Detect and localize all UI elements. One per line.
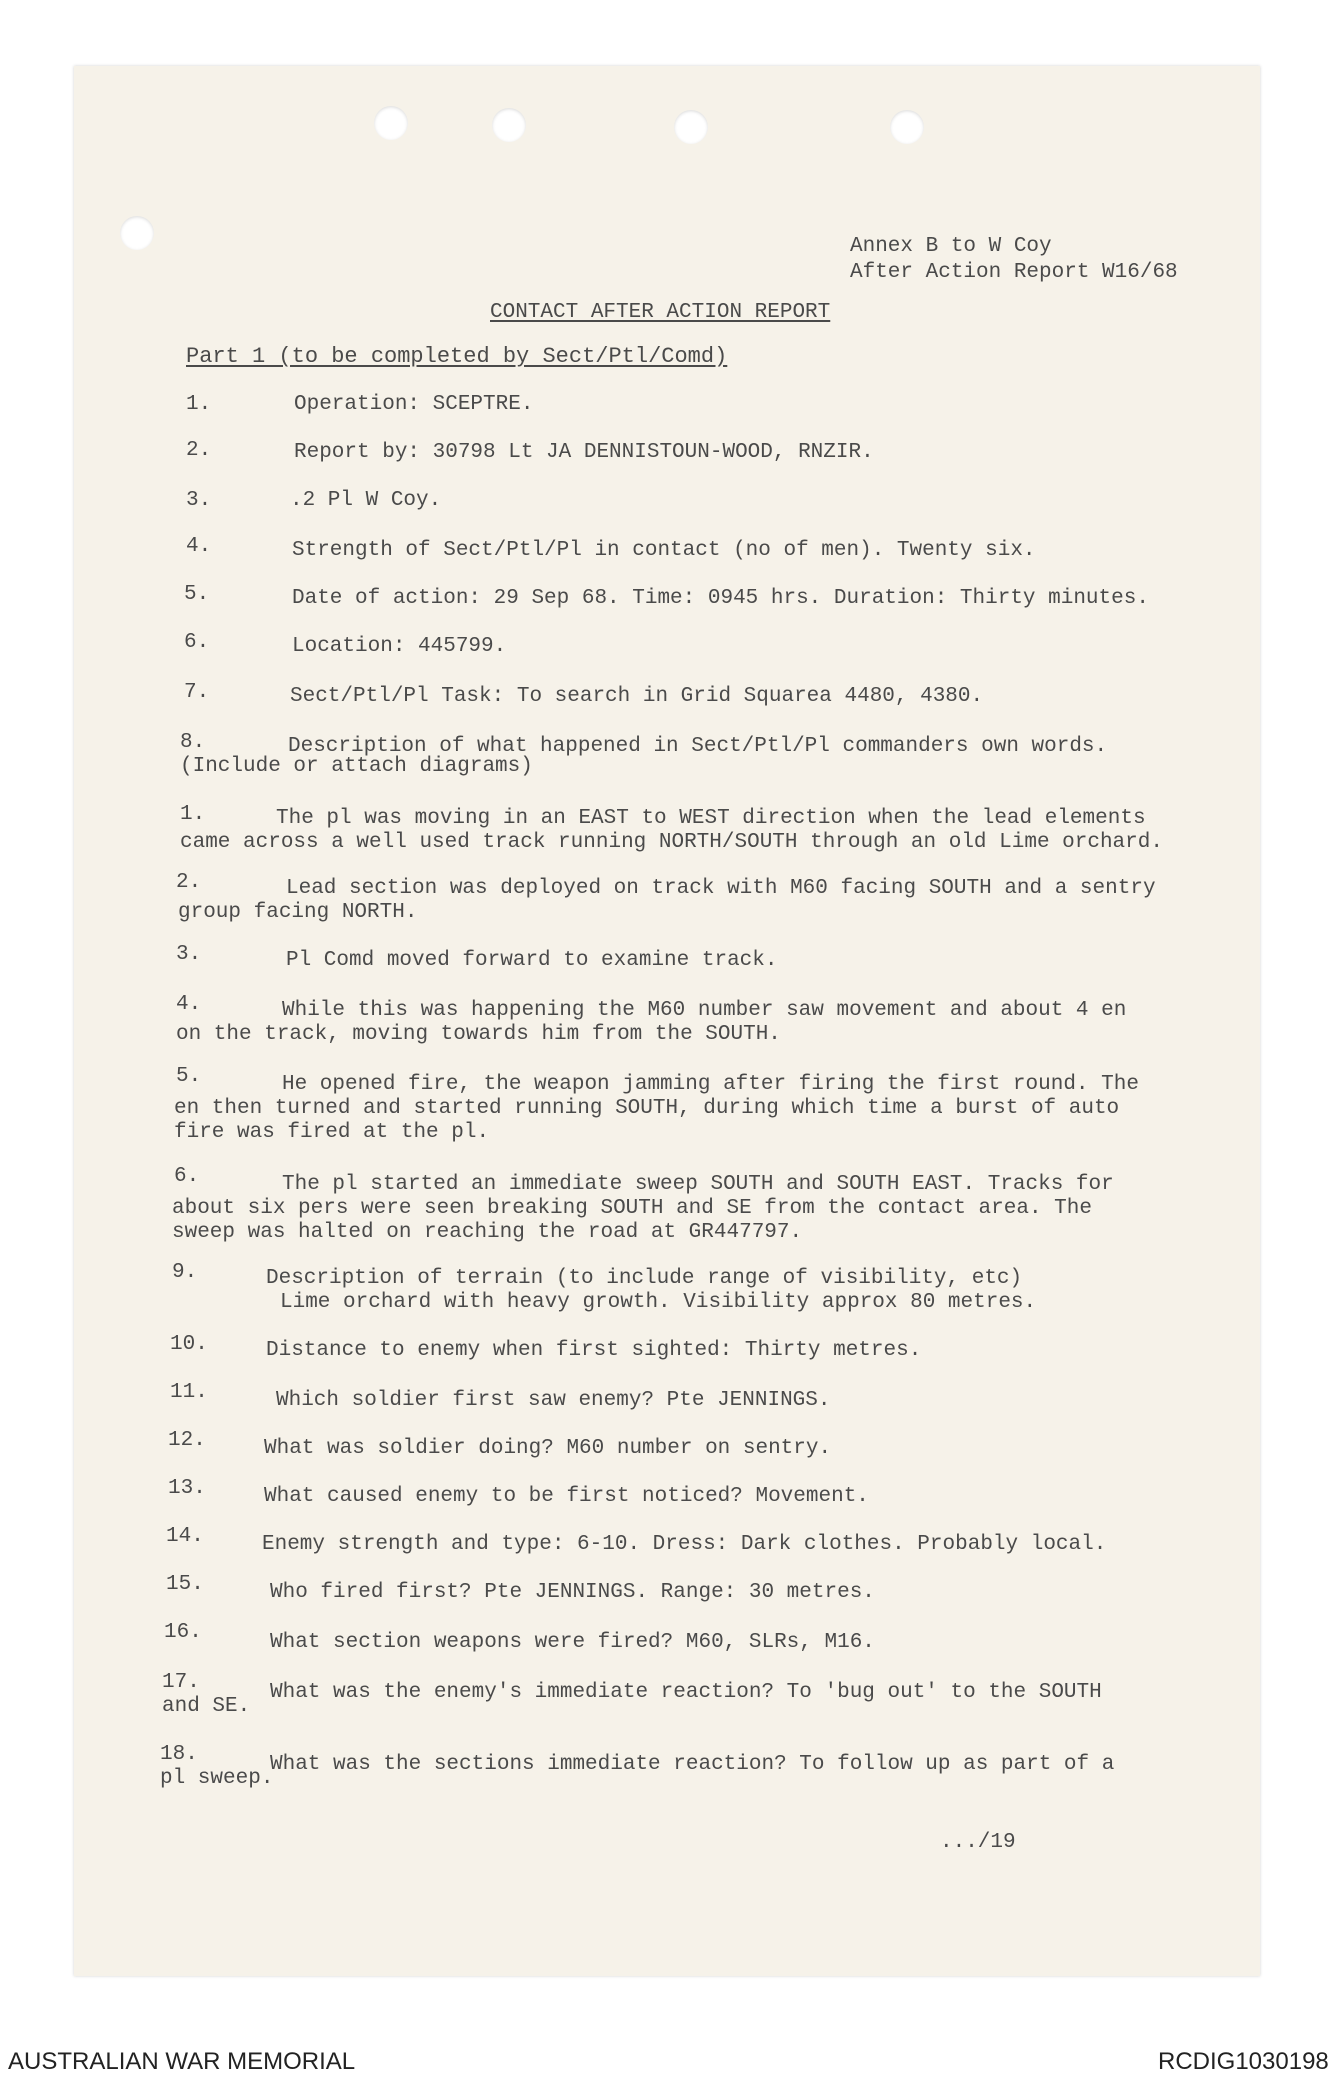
narrative-number: 4. <box>176 993 202 1016</box>
item-number: 18. <box>160 1743 198 1766</box>
item-text: What was the enemy's immediate reaction? To 'bug out' to the SOUTH <box>270 1681 1102 1704</box>
item-text: What was the sections immediate reaction? To follow up as part of a <box>270 1753 1115 1776</box>
narrative-number: 6. <box>174 1165 200 1188</box>
item-number: 6. <box>184 631 210 654</box>
item-text: Sect/Ptl/Pl Task: To search in Grid Squarea 4480, 4380. <box>290 685 984 708</box>
narrative-line: fire was fired at the pl. <box>174 1121 490 1144</box>
item-text: Enemy strength and type: 6-10. Dress: Dark clothes. Probably local. <box>262 1533 1107 1556</box>
punch-hole <box>674 110 708 144</box>
item-text: Description of terrain (to include range of visibility, etc) <box>266 1267 1023 1290</box>
item-text: Distance to enemy when first sighted: Thirty metres. <box>266 1339 922 1362</box>
narrative-line: en then turned and started running SOUTH, during which time a burst of auto <box>174 1097 1120 1120</box>
item-text-continued: and SE. <box>162 1695 251 1718</box>
item-text-continued: pl sweep. <box>160 1767 274 1790</box>
page-continuation: .../19 <box>940 1831 1016 1854</box>
item-number: 15. <box>166 1573 204 1596</box>
item-number: 3. <box>186 489 212 512</box>
narrative-line: Lead section was deployed on track with M60 facing SOUTH and a sentry <box>286 877 1156 900</box>
narrative-line: He opened fire, the weapon jamming after firing the first round. The <box>282 1073 1139 1096</box>
item-number: 11. <box>170 1381 208 1404</box>
item-number: 12. <box>168 1429 206 1452</box>
item-text-continued: Lime orchard with heavy growth. Visibility approx 80 metres. <box>280 1291 1037 1314</box>
narrative-line: The pl was moving in an EAST to WEST direction when the lead elements <box>276 807 1146 830</box>
part-heading: Part 1 (to be completed by Sect/Ptl/Comd) <box>186 344 728 369</box>
item-number: 14. <box>166 1525 204 1548</box>
narrative-line: sweep was halted on reaching the road at GR447797. <box>172 1221 803 1244</box>
narrative-line: The pl started an immediate sweep SOUTH and SOUTH EAST. Tracks for <box>282 1173 1114 1196</box>
item-number: 5. <box>184 583 210 606</box>
narrative-line: group facing NORTH. <box>178 901 418 924</box>
item-text: Report by: 30798 Lt JA DENNISTOUN-WOOD, RNZIR. <box>294 441 874 464</box>
narrative-number: 5. <box>176 1065 202 1088</box>
item-number: 13. <box>168 1477 206 1500</box>
footer-institution: AUSTRALIAN WAR MEMORIAL <box>8 2048 356 2075</box>
punch-hole <box>374 106 408 140</box>
item-number: 2. <box>186 439 212 462</box>
item-text: Which soldier first saw enemy? Pte JENNINGS. <box>276 1389 831 1412</box>
item-text: What was soldier doing? M60 number on sentry. <box>264 1437 832 1460</box>
item-text: Who fired first? Pte JENNINGS. Range: 30 metres. <box>270 1581 875 1604</box>
footer-reference: RCDIG1030198 <box>1158 2048 1329 2075</box>
narrative-number: 3. <box>176 943 202 966</box>
narrative-number: 2. <box>176 871 202 894</box>
item-text: Operation: SCEPTRE. <box>294 393 534 416</box>
item-text: What caused enemy to be first noticed? Movement. <box>264 1485 869 1508</box>
narrative-line: came across a well used track running NORTH/SOUTH through an old Lime orchard. <box>180 831 1163 854</box>
narrative-number: 1. <box>180 803 206 826</box>
item-text: .2 Pl W Coy. <box>290 489 442 512</box>
item-text: Strength of Sect/Ptl/Pl in contact (no of men). Twenty six. <box>292 539 1036 562</box>
item-number: 4. <box>186 535 212 558</box>
item-text: Description of what happened in Sect/Ptl/Pl commanders own words. <box>288 735 1108 758</box>
item-number: 10. <box>170 1333 208 1356</box>
item-number: 9. <box>172 1261 198 1284</box>
narrative-line: Pl Comd moved forward to examine track. <box>286 949 778 972</box>
item-number: 7. <box>184 681 210 704</box>
item-text-continued: (Include or attach diagrams) <box>180 755 533 778</box>
item-text: Location: 445799. <box>292 635 507 658</box>
annex-line-2: After Action Report W16/68 <box>850 261 1178 284</box>
report-title: CONTACT AFTER ACTION REPORT <box>490 301 831 324</box>
punch-hole <box>890 110 924 144</box>
annex-line-1: Annex B to W Coy <box>850 235 1052 258</box>
narrative-line: on the track, moving towards him from the SOUTH. <box>176 1023 781 1046</box>
item-number: 1. <box>186 393 212 416</box>
narrative-line: While this was happening the M60 number saw movement and about 4 en <box>282 999 1127 1022</box>
item-text: What section weapons were fired? M60, SLRs, M16. <box>270 1631 875 1654</box>
punch-hole <box>120 216 154 250</box>
item-text: Date of action: 29 Sep 68. Time: 0945 hrs. Duration: Thirty minutes. <box>292 587 1149 610</box>
punch-hole <box>492 108 526 142</box>
item-number: 8. <box>180 731 206 754</box>
narrative-line: about six pers were seen breaking SOUTH and SE from the contact area. The <box>172 1197 1092 1220</box>
item-number: 16. <box>164 1621 202 1644</box>
item-number: 17. <box>162 1671 200 1694</box>
